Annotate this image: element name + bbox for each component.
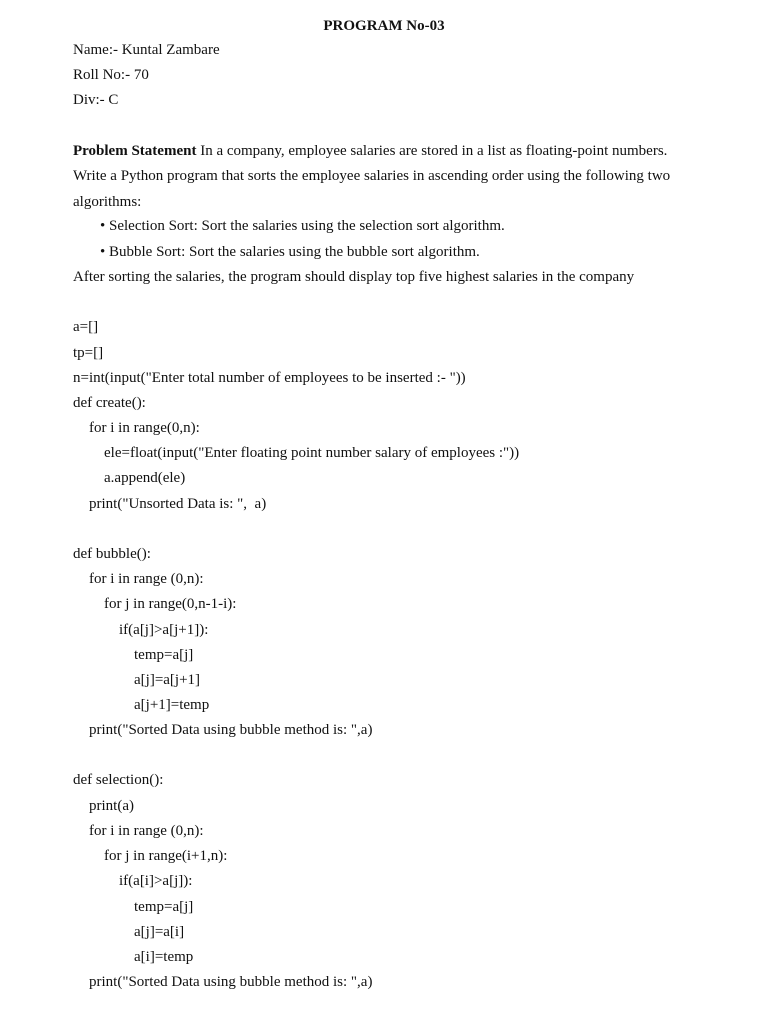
code-line: def create(): [73, 395, 146, 411]
code-line: a=[] [73, 319, 99, 335]
code-line: for j in range(i+1,n): [104, 848, 228, 864]
code-line: if(a[i]>a[j]): [119, 873, 193, 889]
code-line: def selection(): [73, 772, 164, 788]
code-line: ele=float(input("Enter floating point number salary of employees :")) [104, 445, 520, 461]
code-line: def bubble(): [73, 546, 151, 562]
code-line: a[j+1]=temp [134, 697, 210, 713]
code-line: print("Sorted Data using bubble method is: ",a) [89, 974, 373, 990]
division: Div:- C [73, 92, 119, 108]
code-line: print("Unsorted Data is: ", a) [89, 496, 267, 512]
code-line: for i in range (0,n): [89, 823, 204, 839]
code-line: print(a) [89, 798, 134, 814]
code-line: for i in range(0,n): [89, 420, 200, 436]
code-line: a[j]=a[j+1] [134, 672, 201, 688]
student-name: Name:- Kuntal Zambare [73, 42, 220, 58]
page-title: PROGRAM No-03 [323, 18, 445, 34]
problem-statement-text: In a company, employee salaries are stored in a list as floating-point numbers. Write a Python program that sorts the employee salaries in ascending order using the following two algorithms: [73, 143, 671, 210]
problem-statement [73, 139, 695, 215]
code-line: for j in range(0,n-1-i): [104, 596, 237, 612]
code-line: for i in range (0,n): [89, 571, 204, 587]
bullet-bubble-sort: • Bubble Sort: Sort the salaries using the bubble sort algorithm. [100, 244, 480, 260]
code-line: temp=a[j] [134, 647, 194, 663]
code-line: n=int(input("Enter total number of employees to be inserted :- ")) [73, 370, 466, 386]
code-line: a.append(ele) [104, 470, 186, 486]
code-line: temp=a[j] [134, 899, 194, 915]
problem-statement-label: Problem Statement [73, 143, 197, 159]
bullet-selection-sort: • Selection Sort: Sort the salaries using the selection sort algorithm. [100, 218, 505, 234]
code-line: a[j]=a[i] [134, 924, 185, 940]
roll-number: Roll No:- 70 [73, 67, 149, 83]
code-line: tp=[] [73, 345, 104, 361]
code-line: print("Sorted Data using bubble method is: ",a) [89, 722, 373, 738]
problem-after-text: After sorting the salaries, the program should display top five highest salaries in the company [73, 269, 635, 285]
code-line: if(a[j]>a[j+1]): [119, 622, 209, 638]
code-line: a[i]=temp [134, 949, 194, 965]
